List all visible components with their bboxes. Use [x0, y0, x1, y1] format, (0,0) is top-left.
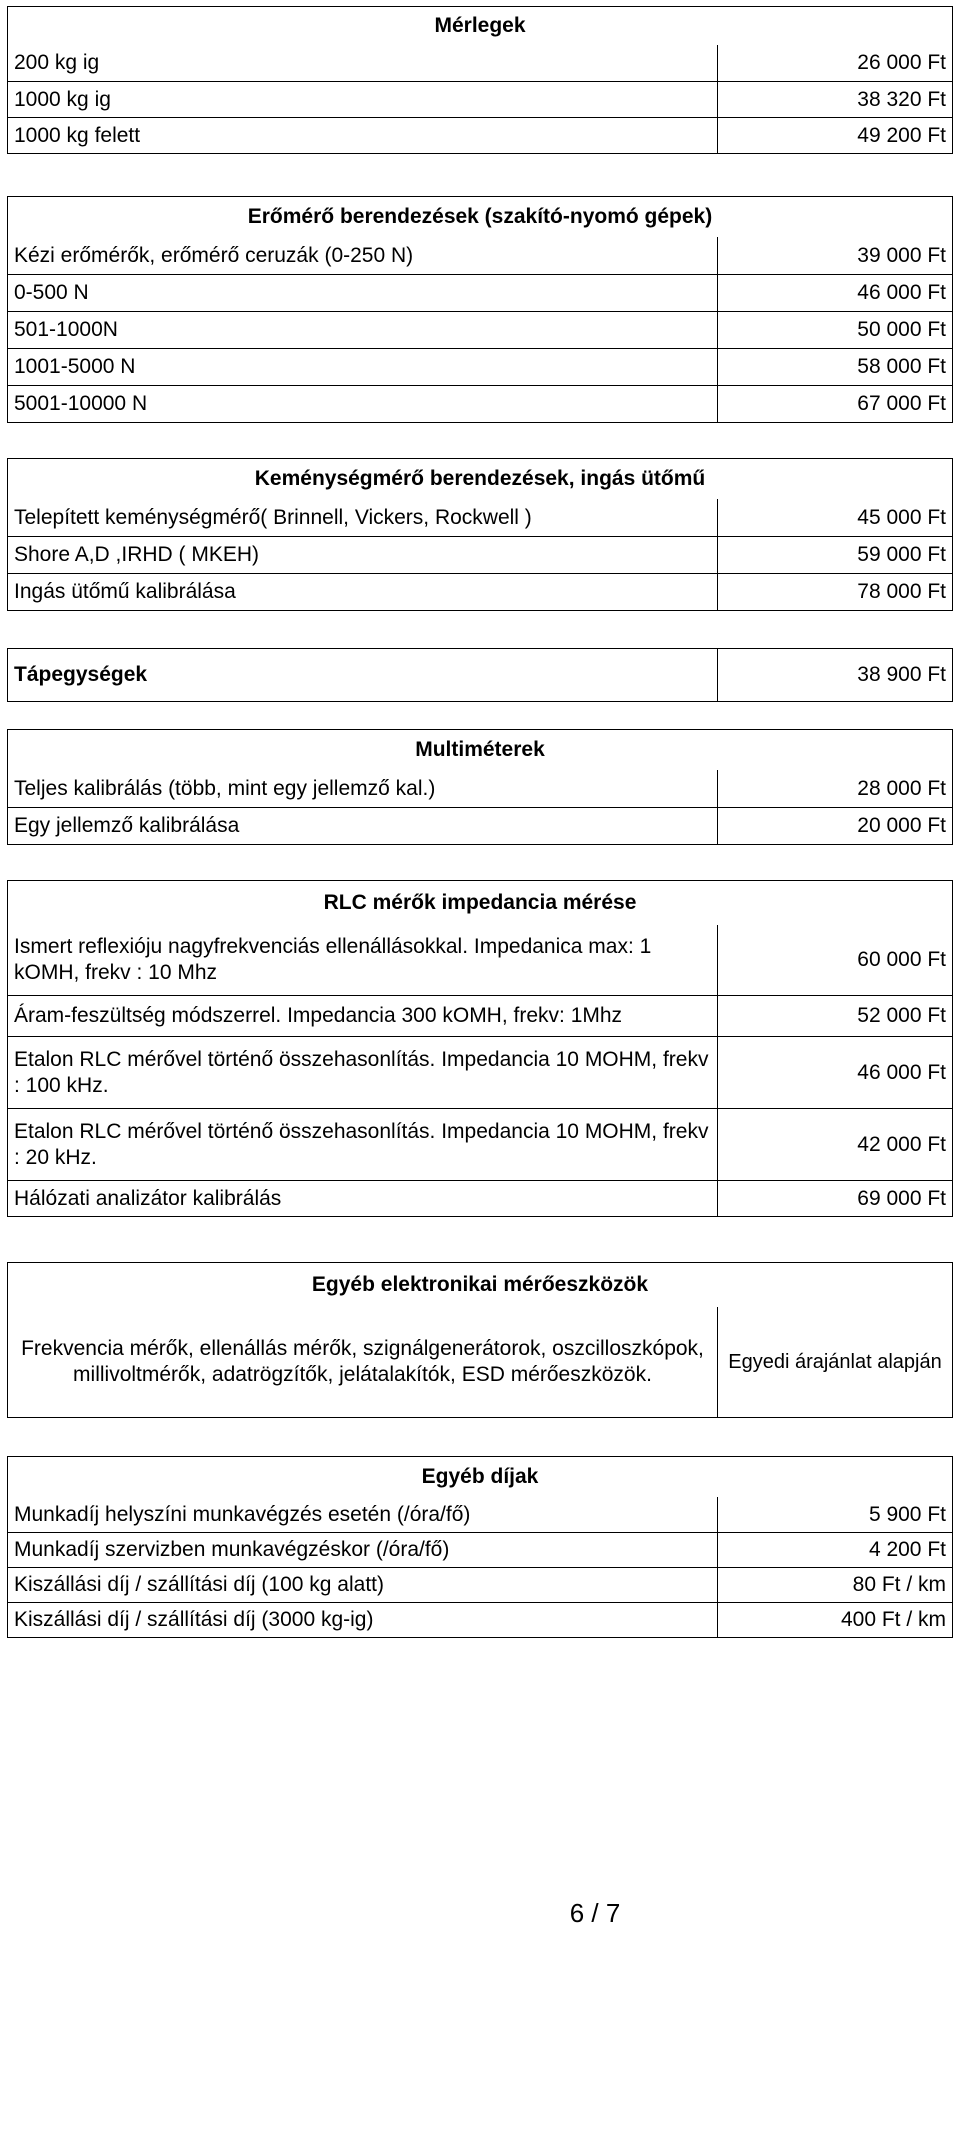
row-price: 38 320 Ft	[857, 87, 946, 111]
section-title: Tápegységek	[14, 663, 148, 686]
table-row	[8, 237, 952, 274]
row-label: Kiszállási díj / szállítási díj (100 kg alatt)	[8, 1568, 718, 1602]
table-row	[8, 117, 952, 153]
table-row	[8, 385, 952, 422]
row-label: Munkadíj helyszíni munkavégzés esetén (/óra/fő)	[8, 1497, 718, 1532]
table-row	[8, 995, 952, 1036]
section-egyeb-dijak	[7, 1456, 953, 1638]
page-number: 6 / 7	[569, 1898, 621, 1928]
row-price: 49 200 Ft	[857, 123, 946, 147]
table-row	[8, 1567, 952, 1602]
section-multimeter	[7, 729, 953, 845]
section-tapegyseg	[7, 648, 953, 702]
row-price: 69 000 Ft	[857, 1186, 946, 1210]
row-price: 80 Ft / km	[852, 1573, 946, 1596]
row-label: 200 kg ig	[8, 45, 718, 81]
row-price: 59 000 Ft	[857, 543, 946, 566]
row-price: 26 000 Ft	[857, 51, 946, 74]
table-row	[8, 81, 952, 117]
table-row	[8, 1108, 952, 1180]
row-label: Frekvencia mérők, ellenállás mérők, szignálgenerátorok, oszcilloszkópok, millivoltmérők, adatrögzítők, jelátalakítók, ESD mérőeszközök.	[8, 1307, 718, 1417]
row-label: 501-1000N	[8, 312, 718, 348]
table-row	[8, 1307, 952, 1417]
row-label: Áram-feszültség módszerrel. Impedancia 300 kOMH, frekv: 1Mhz	[8, 996, 718, 1036]
row-label: Ingás ütőmű kalibrálása	[8, 574, 718, 610]
row-label: 1000 kg ig	[8, 82, 718, 117]
row-price: 28 000 Ft	[857, 776, 946, 800]
section-eromero	[7, 196, 953, 423]
row-price: 39 000 Ft	[857, 243, 946, 267]
row-price: 38 900 Ft	[857, 663, 946, 686]
table-row	[8, 536, 952, 573]
row-label: Teljes kalibrálás (több, mint egy jellemző kal.)	[8, 770, 718, 807]
row-label: Etalon RLC mérővel történő összehasonlítás. Impedancia 10 MOHM, frekv : 20 kHz.	[8, 1109, 718, 1180]
section-title: Keménységmérő berendezések, ingás ütőmű	[254, 467, 706, 490]
table-row	[8, 311, 952, 348]
section-title: Multiméterek	[415, 738, 545, 761]
row-price: 46 000 Ft	[857, 1060, 946, 1084]
row-label: Egy jellemző kalibrálása	[8, 808, 718, 844]
section-rlc	[7, 880, 953, 1217]
table-row	[8, 807, 952, 844]
table-row	[8, 1602, 952, 1637]
row-label: Kiszállási díj / szállítási díj (3000 kg-ig)	[8, 1603, 718, 1637]
table-row	[8, 1180, 952, 1216]
row-label: Etalon RLC mérővel történő összehasonlítás. Impedancia 10 MOHM, frekv : 100 kHz.	[8, 1037, 718, 1108]
section-title: Mérlegek	[434, 14, 526, 37]
table-row	[8, 770, 952, 807]
row-label: 0-500 N	[8, 275, 718, 311]
row-label: Kézi erőmérők, erőmérő ceruzák (0-250 N)	[8, 237, 718, 274]
section-kemenyseg	[7, 458, 953, 611]
row-price: 50 000 Ft	[857, 318, 946, 341]
table-row	[8, 499, 952, 536]
table-row	[8, 274, 952, 311]
row-label: Telepített keménységmérő( Brinnell, Vickers, Rockwell )	[8, 499, 718, 536]
table-row	[8, 573, 952, 610]
row-price: 67 000 Ft	[857, 392, 946, 415]
table-row	[8, 348, 952, 385]
row-label: Hálózati analizátor kalibrálás	[8, 1181, 718, 1216]
row-price: 60 000 Ft	[857, 948, 946, 971]
row-label: 5001-10000 N	[8, 386, 718, 422]
row-label	[8, 649, 718, 701]
row-price: 4 200 Ft	[868, 1538, 946, 1561]
section-title: Egyéb elektronikai mérőeszközök	[311, 1273, 649, 1296]
row-price: 78 000 Ft	[857, 580, 946, 603]
row-label: Shore A,D ,IRHD ( MKEH)	[8, 537, 718, 573]
table-row	[8, 45, 952, 81]
row-price: 5 900 Ft	[868, 1502, 946, 1526]
table-row	[8, 1036, 952, 1108]
row-price: Egyedi árajánlat alapján	[728, 1351, 942, 1373]
table-row	[8, 1497, 952, 1532]
row-price: 45 000 Ft	[857, 505, 946, 529]
row-price: 46 000 Ft	[857, 281, 946, 304]
row-label: Munkadíj szervizben munkavégzéskor (/óra/fő)	[8, 1533, 718, 1567]
table-row	[8, 1532, 952, 1567]
row-label: 1000 kg felett	[8, 118, 718, 153]
section-merlegek	[7, 6, 953, 154]
row-label: Ismert reflexióju nagyfrekvenciás ellenállásokkal. Impedanica max: 1 kOMH, frekv : 10 Mhz	[8, 925, 718, 995]
section-title: RLC mérők impedancia mérése	[323, 891, 637, 914]
section-title: Egyéb díjak	[421, 1465, 539, 1488]
section-title: Erőmérő berendezések (szakító-nyomó gépek)	[247, 205, 713, 228]
row-price: 400 Ft / km	[840, 1608, 946, 1631]
row-price: 42 000 Ft	[857, 1132, 946, 1156]
section-egyeb-elektronikai	[7, 1262, 953, 1418]
table-row	[8, 925, 952, 995]
row-price: 52 000 Ft	[857, 1004, 946, 1027]
row-price: 58 000 Ft	[857, 355, 946, 378]
row-price: 20 000 Ft	[857, 814, 946, 837]
row-label: 1001-5000 N	[8, 349, 718, 385]
table-row	[8, 649, 952, 701]
